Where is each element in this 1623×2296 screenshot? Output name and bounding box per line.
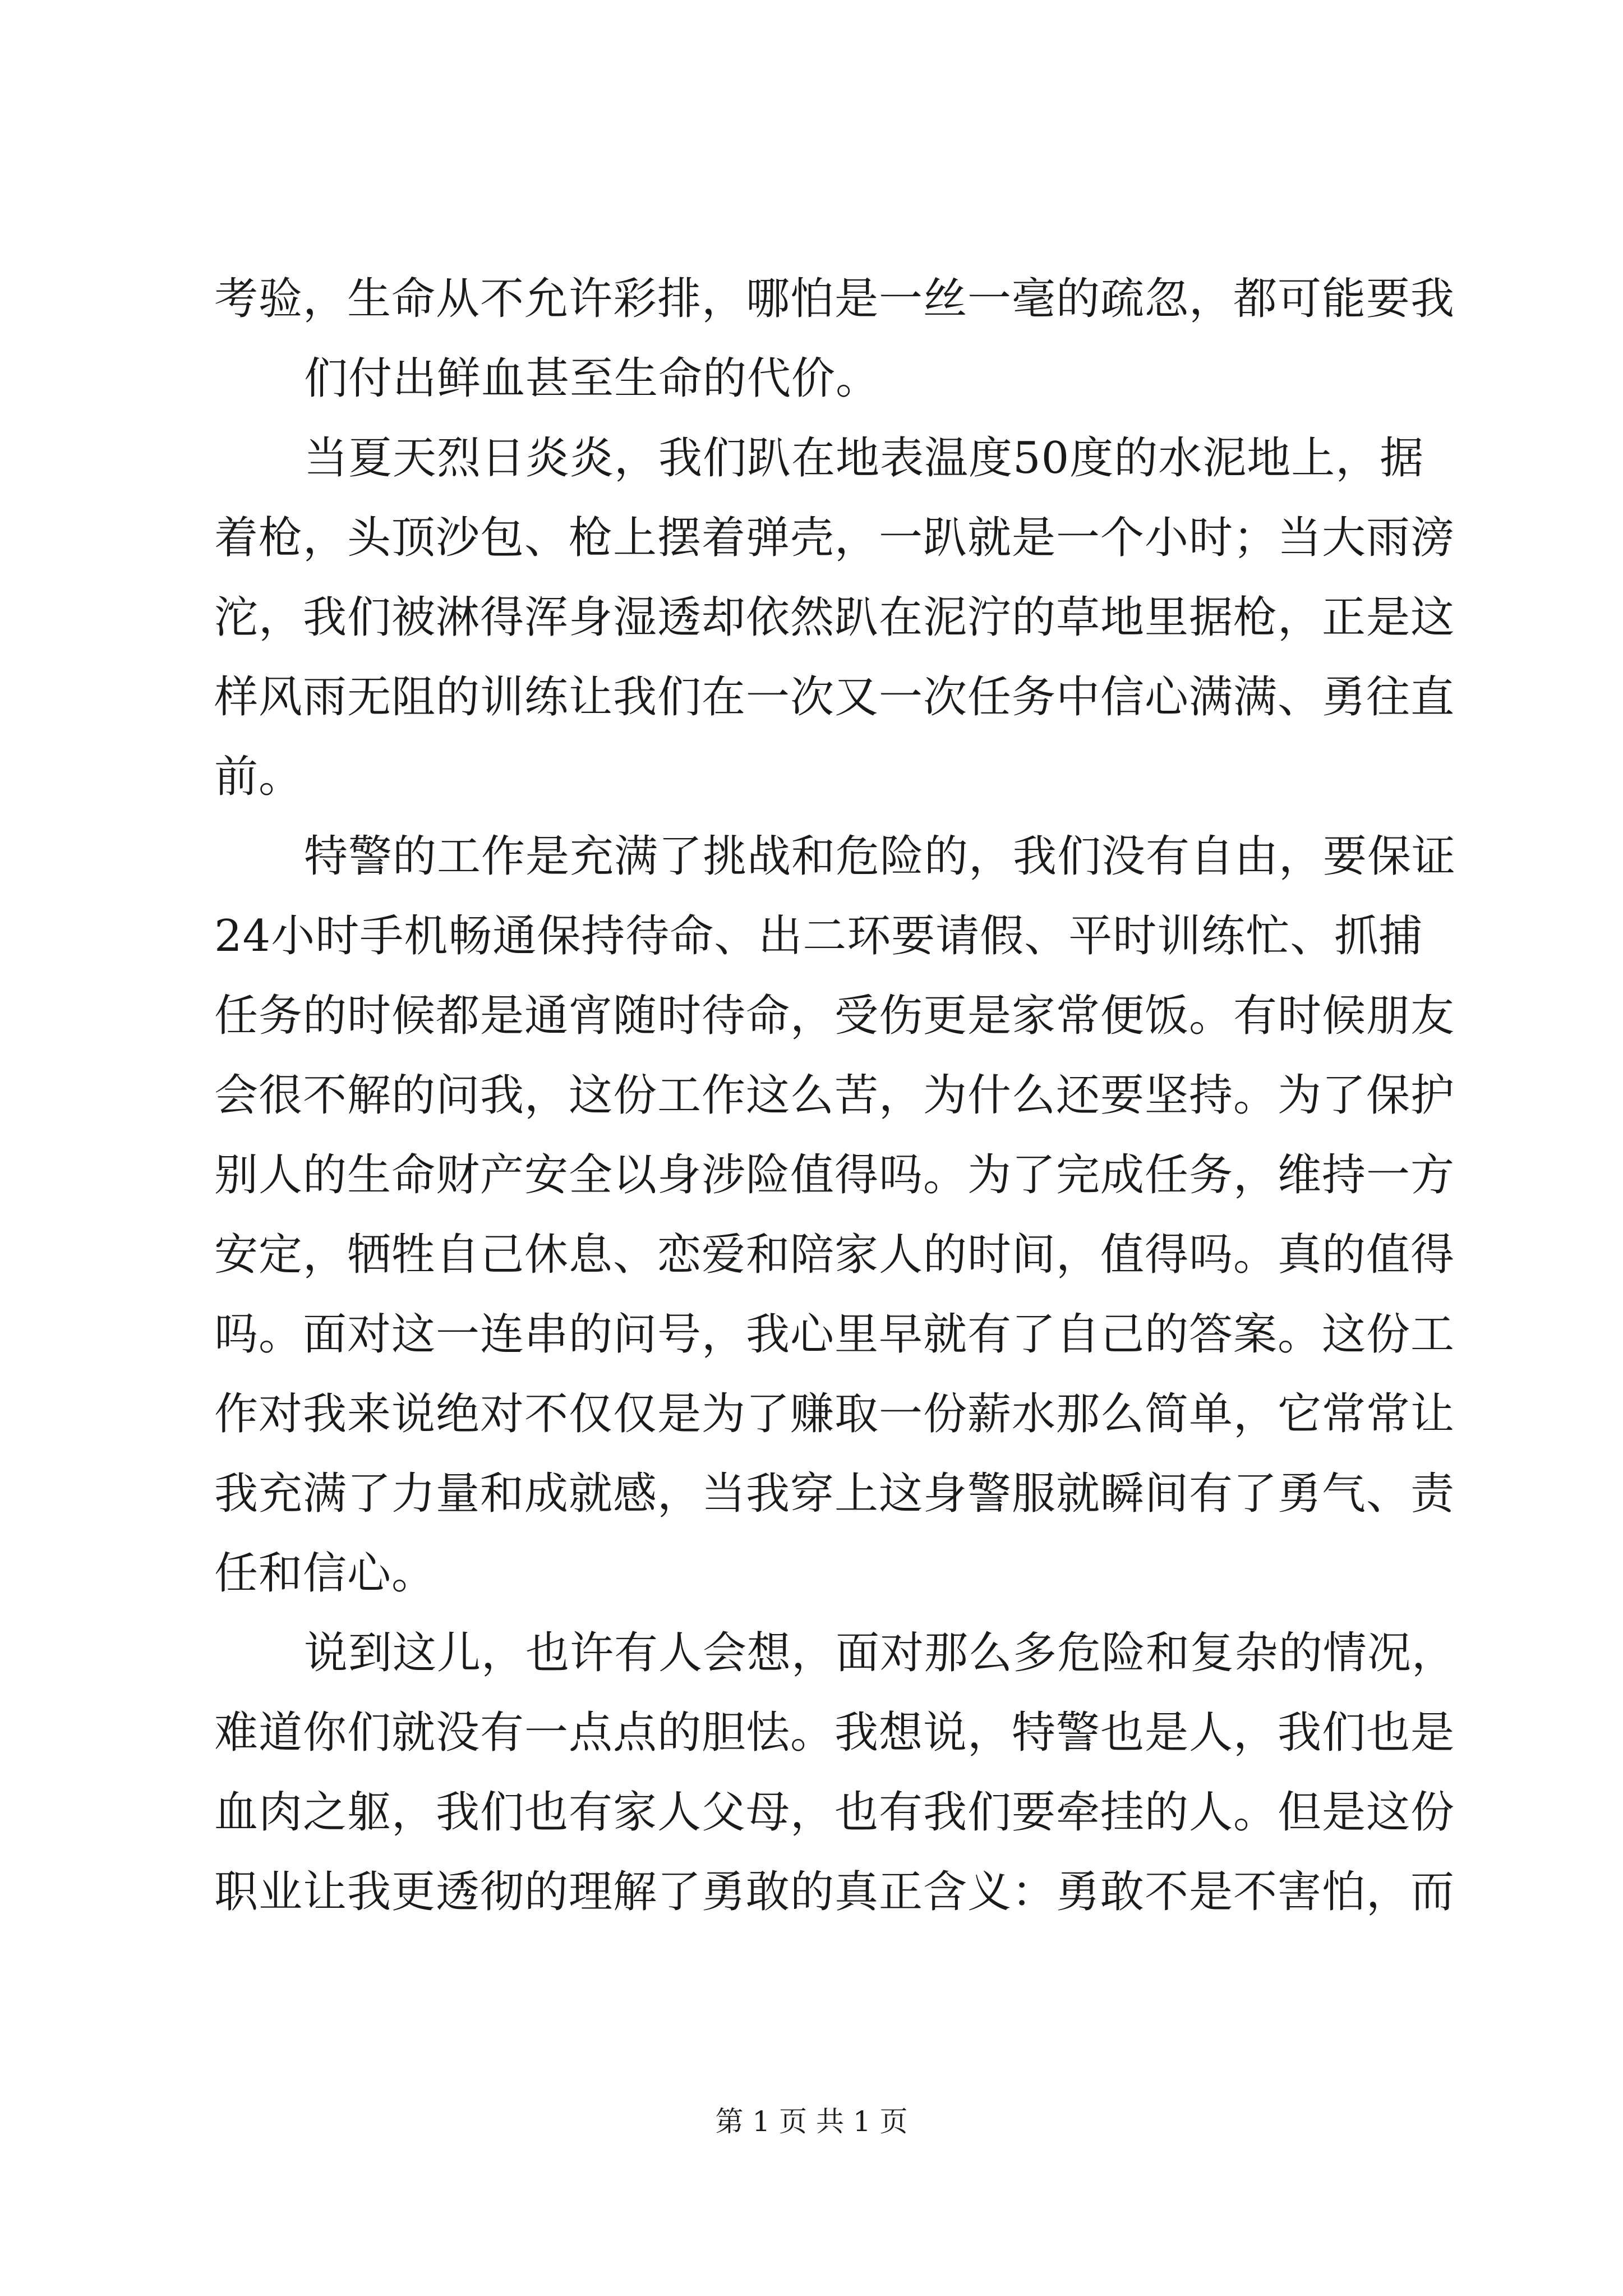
text-line: 前。 <box>214 752 303 802</box>
text-line: 任和信心。 <box>214 1548 436 1599</box>
text-line: 职业让我更透彻的理解了勇敢的真正含义：勇敢不是不害怕，而 <box>214 1867 1455 1917</box>
text-line: 我充满了力量和成就感，当我穿上这身警服就瞬间有了勇气、责 <box>214 1469 1455 1519</box>
text-line: 着枪，头顶沙包、枪上摆着弹壳，一趴就是一个小时；当大雨滂 <box>214 513 1455 563</box>
paragraph-start-line: 特警的工作是充满了挑战和危险的，我们没有自由，要保证 <box>304 831 1456 882</box>
text-line: 会很不解的问我，这份工作这么苦，为什么还要坚持。为了保护 <box>214 1070 1455 1121</box>
paragraph-start-line: 说到这儿，也许有人会想，面对那么多危险和复杂的情况， <box>304 1628 1456 1678</box>
text-line: 难道你们就没有一点点的胆怯。我想说，特警也是人，我们也是 <box>214 1708 1455 1758</box>
text-line: 24小时手机畅通保持待命、出二环要请假、平时训练忙、抓捕 <box>214 911 1423 961</box>
text-line: 任务的时候都是通宵随时待命，受伤更是家常便饭。有时候朋友 <box>214 991 1455 1041</box>
text-line: 安定，牺牲自己休息、恋爱和陪家人的时间，值得吗。真的值得 <box>214 1230 1455 1280</box>
text-line: 别人的生命财产安全以身涉险值得吗。为了完成任务，维持一方 <box>214 1150 1455 1200</box>
text-line: 作对我来说绝对不仅仅是为了赚取一份薪水那么简单，它常常让 <box>214 1389 1455 1439</box>
text-line: 吗。面对这一连串的问号，我心里早就有了自己的答案。这份工 <box>214 1309 1455 1360</box>
page-number-footer: 第 1 页 共 1 页 <box>715 2105 908 2138</box>
text-line: 沱，我们被淋得浑身湿透却依然趴在泥泞的草地里据枪，正是这 <box>214 592 1455 643</box>
text-line: 们付出鲜血甚至生命的代价。 <box>304 353 880 404</box>
text-line: 考验，生命从不允许彩排，哪怕是一丝一毫的疏忽，都可能要我 <box>214 274 1455 324</box>
paragraph-start-line: 当夏天烈日炎炎，我们趴在地表温度50度的水泥地上，据 <box>304 433 1424 484</box>
text-line: 样风雨无阻的训练让我们在一次又一次任务中信心满满、勇往直 <box>214 672 1455 723</box>
text-line: 血肉之躯，我们也有家人父母，也有我们要牵挂的人。但是这份 <box>214 1787 1455 1838</box>
document-body <box>214 259 1456 1932</box>
